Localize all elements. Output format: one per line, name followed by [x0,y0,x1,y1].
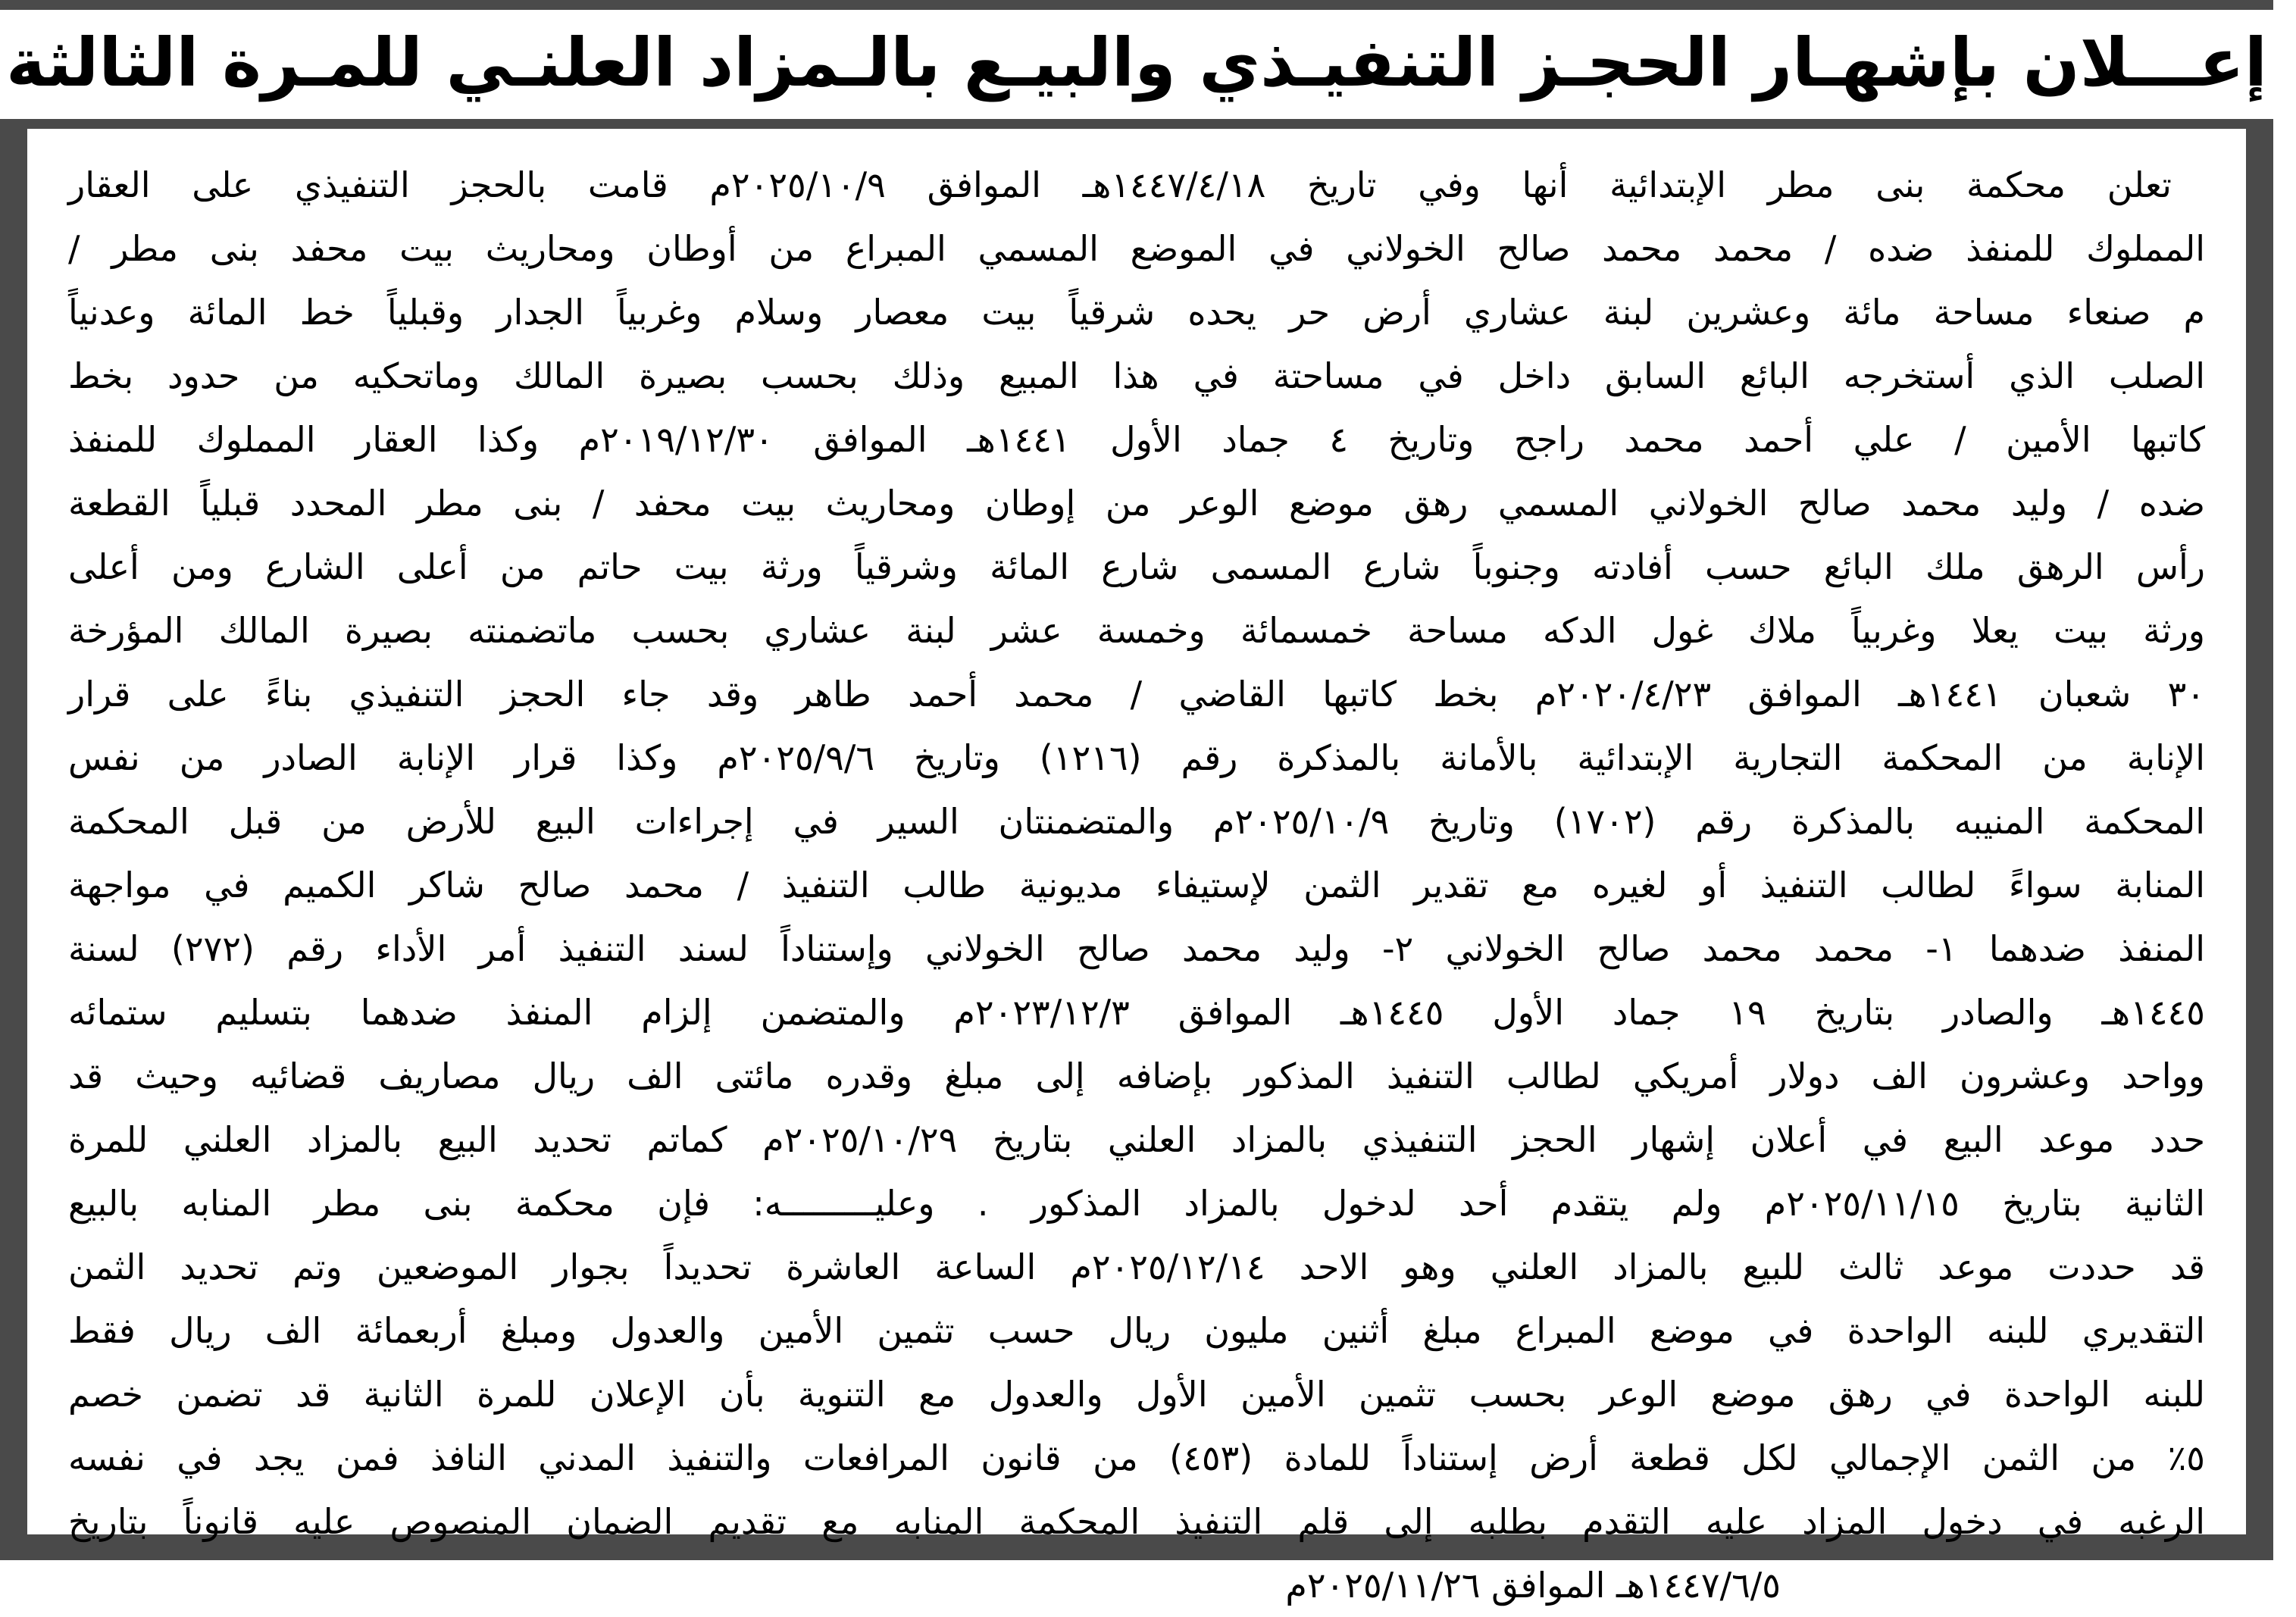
body-line: كاتبها الأمين / علي أحمد محمد راجح وتاريخ ٤ جماد الأول ١٤٤١هـ الموافق ٢٠١٩/١٢/٣٠م وكذا العقار المملوك للمنفذ [68,419,2205,460]
body-line: ٥٪ من الثمن الإجمالي لكل قطعة أرض إستناداً للمادة (٤٥٣) من قانون المرافعات والتنفيذ المدني النافذ فمن يجد في نفسه [68,1437,2205,1478]
body-line: الإنابة من المحكمة التجارية الإبتدائية بالأمانة بالمذكرة رقم (١٢١٦) وتاريخ ٢٠٢٥/٩/٦م وكذا قرار الإنابة الصادر من نفس [68,737,2205,778]
body-line: ضده / وليد محمد صالح الخولاني المسمي رهق موضع الوعر من إوطان ومحاريث بيت محفد / بنى مطر المحدد قبلياً القطعة [68,483,2205,524]
body-line: حدد موعد البيع في أعلان إشهار الحجز التنفيذي بالمزاد العلني بتاريخ ٢٠٢٥/١٠/٢٩م كماتم تحديد البيع بالمزاد العلني للمرة [68,1119,2206,1160]
body-line: قد حددت موعد ثالث للبيع بالمزاد العلني وهو الاحد ٢٠٢٥/١٢/١٤م الساعة العاشرة تحديداً بجوار الموضعين وتم تحديد الثمن [68,1246,2205,1287]
body-line: وواحد وعشرون الف دولار أمريكي لطالب التنفيذ المذكور بإضافه إلى مبلغ وقدره مائتى الف ريال مصاريف قضائيه وحيث قد [68,1056,2205,1096]
announcement-title: إعـــلان بإشهـار الحجـز التنفيـذي والبيـع بالـمزاد العلنـي للمـرة الثالثة [0,10,2296,119]
body-line: المحكمة المنيبه بالمذكرة رقم (١٧٠٢) وتاريخ ٢٠٢٥/١٠/٩م والمتضمنتان السير في إجراءات البيع للأرض من قبل المحكمة [68,801,2205,842]
body-line: الرغبه في دخول المزاد عليه التقدم بطلبه إلى قلم التنفيذ المحكمة المنابه مع تقديم الضمان المنصوص عليه قانوناً بتاريخ [68,1501,2205,1542]
body-line: المملوك للمنفذ ضده / محمد محمد صالح الخولاني في الموضع المسمي المبراع من أوطان ومحاريث بيت محفد بنى مطر / [68,228,2205,269]
body-line: ٣٠ شعبان ١٤٤١هـ الموافق ٢٠٢٠/٤/٢٣م بخط كاتبها القاضي / محمد أحمد طاهر وقد جاء الحجز التنفيذي بناءً على قرار [68,674,2206,715]
body-line: للبنه الواحدة في رهق موضع الوعر بحسب تثمين الأمين الأول والعدول مع التنوية بأن الإعلان للمرة الثانية قد تضمن خصم [68,1374,2205,1415]
announcement-body [45,144,2228,1606]
body-line: الصلب الذي أستخرجه البائع السابق داخل في مساحتة في هذا المبيع وذلك بحسب بصيرة المالك وماتحكيه من حدود بخط [68,355,2205,396]
body-line: المنفذ ضدهما ١- محمد محمد صالح الخولاني ٢- وليد محمد صالح الخولاني وإستناداً لسند التنفيذ أمر الأداء رقم (٢٧٢) لسنة [68,928,2205,969]
body-line: رأس الرهق ملك البائع حسب أفادته وجنوباً شارع المسمى شارع المائة وشرقياً ورثة بيت حاتم من أعلى الشارع ومن أعلى [68,546,2205,587]
body-line: ورثة بيت يعلا وغربياً ملاك غول الدكه مساحة خمسمائة وخمسة عشر لبنة عشاري بحسب ماتضمنته بصيرة المالك المؤرخة [68,610,2205,651]
body-line: التقديري للبنه الواحدة في موضع المبراع مبلغ أثنين مليون ريال حسب تثمين الأمين والعدول ومبلغ أربعمائة الف ريال فقط [68,1310,2205,1351]
body-line: م صنعاء مساحة مائة وعشرين لبنة عشاري أرض حر يحده شرقياً بيت معصار وسلام وغربياً الجدار وقبلياً خط المائة وعدنياً [68,292,2205,333]
body-line: ١٤٤٥هـ والصادر بتاريخ ١٩ جماد الأول ١٤٤٥هـ الموافق ٢٠٢٣/١٢/٣م والمتضمن إلزام المنفذ ضدهما بتسليم ستمائه [68,992,2206,1033]
body-line-date: ١٤٤٧/٦/٥هـ الموافق ٢٠٢٥/١١/٢٦م [1285,1565,1781,1606]
body-line: تعلن محكمة بنى مطر الإبتدائية أنها وفي تاريخ ١٤٤٧/٤/١٨هـ الموافق ٢٠٢٥/١٠/٩م قامت بالحجز التنفيذي على العقار [68,164,2172,205]
body-line: المنابة سواءً لطالب التنفيذ أو لغيره مع تقدير الثمن لإستيفاء مديونية طالب التنفيذ / محمد صالح شاكر الكميم في مواجهة [68,865,2205,905]
body-line: الثانية بتاريخ ٢٠٢٥/١١/١٥م ولم يتقدم أحد لدخول بالمزاد المذكور . وعليـــــــــه: فإن محكمة بنى مطر المنابه بالبيع [68,1183,2205,1224]
header-bar [0,0,2273,129]
